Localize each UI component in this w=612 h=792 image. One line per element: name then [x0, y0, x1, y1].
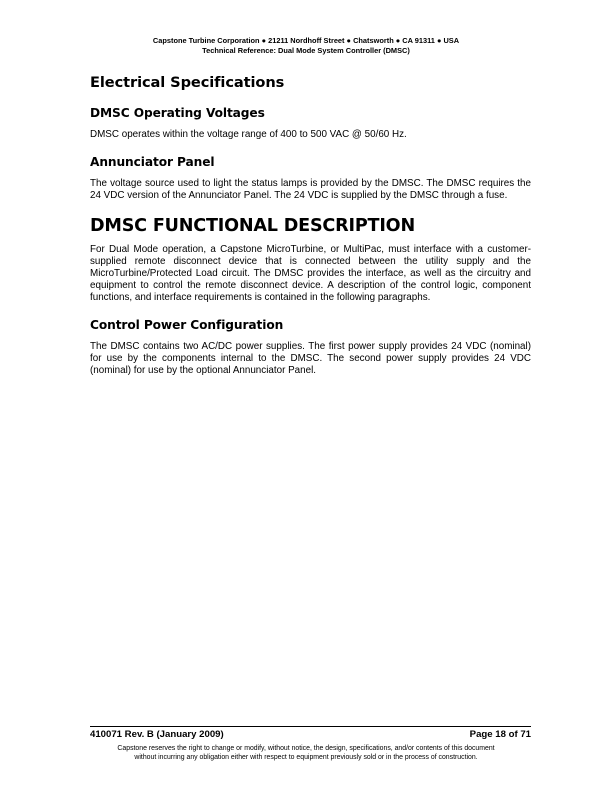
- annunciator-panel-paragraph: The voltage source used to light the status lamps is provided by the DMSC. The DMSC requires the 24 VDC version of the Annunciator Panel. The 24 VDC is supplied by the DMSC through a fuse.: [90, 178, 531, 201]
- document-number: 410071 Rev. B (January 2009): [90, 729, 224, 740]
- electrical-specifications-heading: Electrical Specifications: [90, 74, 285, 91]
- notice-line-2: without incurring any obligation either with respect to equipment previously sold or in the process of construction.: [134, 754, 478, 761]
- control-power-heading: Control Power Configuration: [90, 318, 284, 332]
- functional-description-heading: DMSC FUNCTIONAL DESCRIPTION: [90, 216, 415, 236]
- functional-description-paragraph: For Dual Mode operation, a Capstone MicroTurbine, or MultiPac, must interface with a customer-supplied remote disconnect device that is connected between the utility supply and the MicroTurbine/Protected Load circuit. The DMSC provides the interface, as well as the circuitry and equipment to control the remote disconnect device. A description of the control logic, component functions, and interface requirements is contained in the following paragraphs.: [90, 244, 531, 303]
- annunciator-panel-heading: Annunciator Panel: [90, 155, 215, 169]
- footer-row: [90, 729, 531, 741]
- control-power-paragraph: The DMSC contains two AC/DC power supplies. The first power supply provides 24 VDC (nominal) for use by the components internal to the DMSC. The second power supply provides 24 VDC (nominal) for use by the optional Annunciator Panel.: [90, 341, 531, 376]
- header-document-title: Technical Reference: Dual Mode System Controller (DMSC): [202, 46, 410, 55]
- document-body: [90, 74, 531, 390]
- page-header: [0, 36, 612, 56]
- header-company-line: Capstone Turbine Corporation ● 21211 Nordhoff Street ● Chatsworth ● CA 91311 ● USA: [152, 36, 460, 45]
- footer-divider: [90, 726, 531, 727]
- notice-line-1: Capstone reserves the right to change or modify, without notice, the design, specifications, and/or contents of this document: [117, 745, 495, 752]
- footer-notice: [0, 744, 612, 762]
- operating-voltages-heading: DMSC Operating Voltages: [90, 106, 265, 120]
- page-number: Page 18 of 71: [469, 729, 531, 740]
- operating-voltages-paragraph: DMSC operates within the voltage range of 400 to 500 VAC @ 50/60 Hz.: [90, 129, 407, 140]
